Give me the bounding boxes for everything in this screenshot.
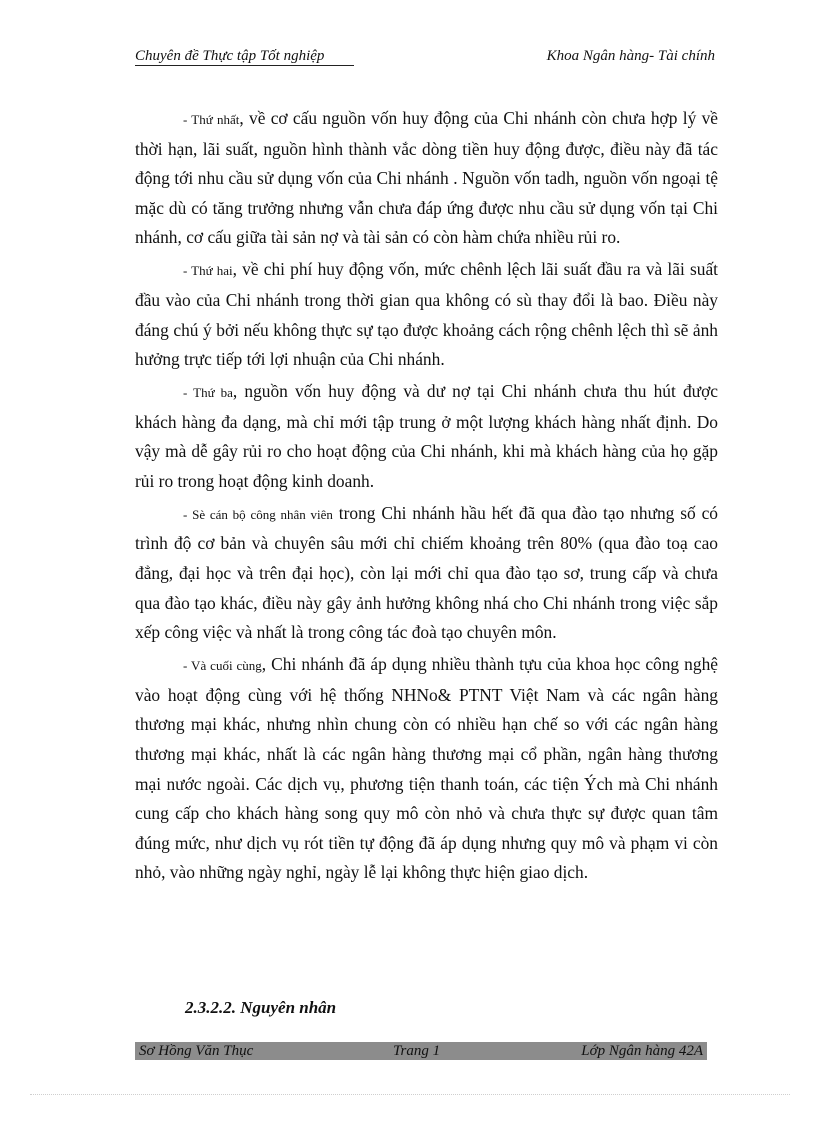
document-body (135, 104, 718, 890)
paragraph-text: , về cơ cấu nguồn vốn huy động của Chi nhánh còn chưa hợp lý về thời hạn, lãi suất, nguồn hình thành vắc dòng tiền huy động được, điều này đã tác động tới nhu cầu sử dụng vốn của Chi nhánh . Nguồn vốn tadh, nguồn vốn ngoại tệ mặc dù có tăng trưởng nhưng vẫn chưa đáp ứng được nhu cầu sử dụng vốn tại Chi nhánh, cơ cấu giữa tài sản nợ và tài sản có còn hàm chứa nhiều rủi ro. (135, 108, 718, 248)
header-left-title: Chuyên đề Thực tập Tốt nghiệp (135, 48, 354, 66)
paragraph-lead: - Thứ hai (183, 263, 233, 279)
page-footer (135, 1042, 707, 1060)
paragraph (135, 255, 718, 374)
paragraph-lead: - Thứ nhất (183, 112, 240, 127)
footer-page-number: Trang 1 (393, 1043, 441, 1059)
footer-class: Lớp Ngân hàng 42A (581, 1043, 703, 1059)
paragraph-text: , nguồn vốn huy động và dư nợ tại Chi nhánh chưa thu hút được khách hàng đa dạng, mà chỉ mới tập trung ở một lượng khách hàng nhất định. Do vậy mà dễ gây rủi ro cho hoạt động của Chi nhánh, khi mà khách hàng của họ gặp rủi ro trong hoạt động kinh doanh. (135, 381, 718, 491)
page-divider (30, 1094, 790, 1095)
page-header (135, 48, 715, 68)
paragraph (135, 499, 718, 648)
section-heading: 2.3.2.2. Nguyên nhân (185, 998, 337, 1017)
paragraph-lead: - Thứ ba (183, 385, 233, 401)
paragraph-text: , Chi nhánh đã áp dụng nhiều thành tựu của khoa học công nghệ vào hoạt động cùng với hệ thống NHNo& PTNT Việt Nam và các ngân hàng thương mại khác, nhưng nhìn chung còn có nhiều hạn chế so với các ngân hàng thương mại khác, nhất là các ngân hàng thương mại cổ phần, ngân hàng thương mại nước ngoài. Các dịch vụ, phương tiện thanh toán, các tiện Ých mà Chi nhánh cung cấp cho khách hàng song quy mô còn nhỏ và chưa thực sự được quan tâm đúng mức, như dịch vụ rót tiền tự động đã áp dụng nhưng quy mô và phạm vi còn nhỏ, vào những ngày nghỉ, ngày lễ lại không thực hiện giao dịch. (135, 654, 718, 883)
paragraph-lead: - Và cuối cùng (183, 658, 262, 674)
paragraph (135, 104, 718, 253)
paragraph (135, 650, 718, 888)
paragraph-lead: - Sè cán bộ công nhân viên (183, 506, 333, 522)
paragraph-text: trong Chi nhánh hầu hết đã qua đào tạo nhưng số có trình độ cơ bản và chuyên sâu mới chỉ chiếm khoảng trên 80% (qua đào toạ cao đẳng, đại học và trên đại học), còn lại mới chỉ qua đào tạo sơ, trung cấp và chưa qua đào tạo khác, điều này gây ảnh hưởng không nhá cho Chi nhánh trong việc sắp xếp công việc và nhất là trong công tác đoà tạo chuyên môn. (135, 502, 718, 643)
header-right-title: Khoa Ngân hàng- Tài chính (546, 48, 715, 64)
footer-author: Sơ Hồng Văn Thục (139, 1043, 254, 1059)
paragraph-text: , về chi phí huy động vốn, mức chênh lệch lãi suất đầu ra và lãi suất đầu vào của Chi nhánh trong thời gian qua không có sù thay đổi là bao. Điều này đáng chú ý bởi nếu không thực sự tạo được khoảng cách rộng chênh lệch thì sẽ ảnh hưởng trực tiếp tới lợi nhuận của Chi nhánh. (135, 259, 718, 370)
paragraph (135, 377, 718, 496)
